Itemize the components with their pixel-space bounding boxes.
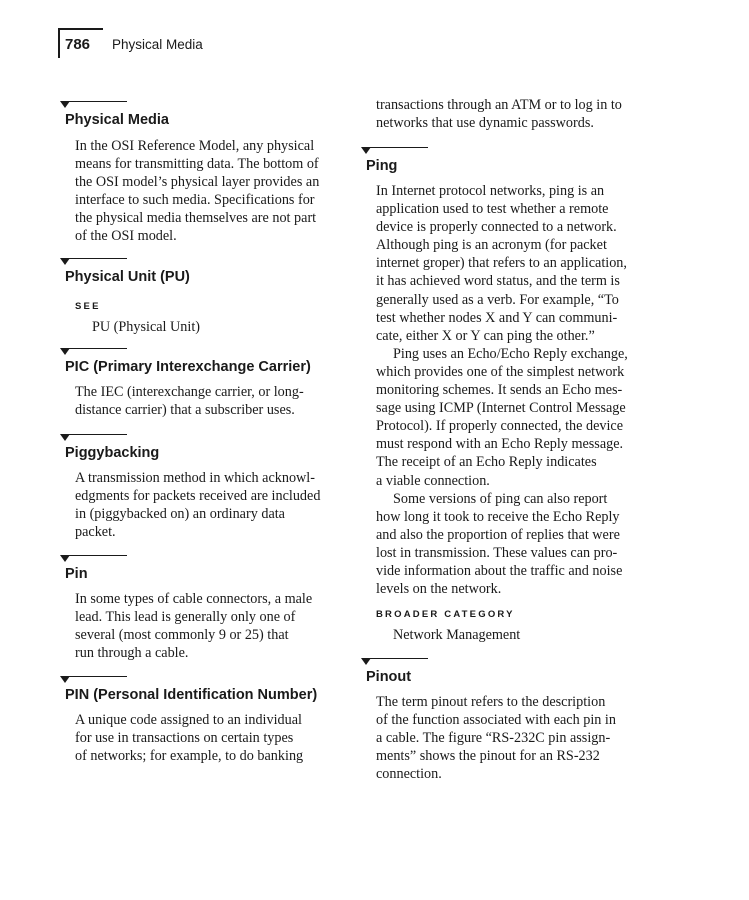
entry-term: Piggybacking — [65, 445, 160, 461]
entry-definition — [75, 711, 343, 765]
definition-line: run through a cable. — [75, 645, 189, 662]
entry-marker — [60, 554, 128, 564]
definition-line: vide information about the traffic and noise — [376, 562, 623, 579]
broader-category-label: BROADER CATEGORY — [376, 609, 515, 621]
definition-line: must respond with an Echo Reply message. — [376, 436, 624, 453]
entry-definition — [376, 182, 644, 644]
definition-line: levels on the network. — [376, 581, 502, 598]
entry-term: PIC (Primary Interexchange Carrier) — [65, 359, 311, 375]
entry-term: Ping — [366, 158, 398, 174]
entry-marker — [60, 347, 128, 357]
definition-line: the OSI model’s physical layer provides an — [75, 174, 320, 191]
definition-line: The receipt of an Echo Reply indicates — [376, 454, 597, 471]
definition-line: A unique code assigned to an individual — [75, 712, 302, 728]
entry-term: Physical Media — [65, 112, 169, 128]
definition-line: in (piggybacked on) an ordinary data — [75, 506, 285, 523]
definition-line: test whether nodes X and Y can communi- — [376, 309, 618, 326]
definition-line: how long it took to receive the Echo Reply — [376, 508, 620, 525]
definition-line: lost in transmission. These values can pro- — [376, 544, 618, 561]
entry-term: PIN (Personal Identification Number) — [65, 687, 318, 703]
definition-line: Protocol). If properly connected, the device — [376, 418, 623, 435]
definition-line: distance carrier) that a subscriber uses. — [75, 402, 295, 419]
definition-line: edgments for packets received are included — [75, 488, 321, 505]
entry-definition — [376, 693, 644, 783]
entry-definition — [75, 590, 343, 662]
triangle-marker-icon — [60, 434, 70, 441]
definition-line: The term pinout refers to the description — [376, 694, 606, 710]
definition-line: transactions through an ATM or to log in to — [376, 97, 622, 113]
definition-line: of the OSI model. — [75, 228, 177, 245]
definition-line: interface to such media. Specifications for — [75, 192, 315, 209]
definition-line: In the OSI Reference Model, any physical — [75, 138, 315, 154]
definition-line: which provides one of the simplest network — [376, 363, 625, 380]
entry-marker — [361, 146, 429, 156]
definition-line: of the function associated with each pin in — [376, 712, 616, 729]
entry-marker — [60, 433, 128, 443]
definition-line: In some types of cable connectors, a male — [75, 591, 313, 607]
entry-term: Pinout — [366, 669, 412, 685]
broader-category-value: Network Management — [393, 627, 521, 644]
definition-line: device is properly connected to a network. — [376, 219, 617, 236]
triangle-marker-icon — [60, 258, 70, 265]
header-rule-vertical — [58, 28, 60, 58]
definition-line: ments” shows the pinout for an RS-232 — [376, 748, 600, 765]
definition-line: lead. This lead is generally only one of — [75, 609, 296, 626]
definition-line: application used to test whether a remote — [376, 201, 609, 218]
definition-line: A transmission method in which acknowl- — [75, 470, 315, 486]
triangle-marker-icon — [361, 147, 371, 154]
page-number: 786 — [65, 36, 91, 53]
definition-line: internet groper) that refers to an application, — [376, 255, 627, 272]
entry-marker — [361, 657, 429, 667]
entry-marker — [60, 100, 128, 110]
header-rule-horizontal — [58, 28, 103, 30]
definition-line: connection. — [376, 766, 442, 783]
definition-line: Although ping is an acronym (for packet — [376, 237, 607, 254]
definition-line: and also the proportion of replies that were — [376, 526, 620, 543]
see-reference: PU (Physical Unit) — [92, 319, 200, 336]
triangle-marker-icon — [60, 101, 70, 108]
definition-line: a viable connection. — [376, 472, 490, 489]
definition-line: packet. — [75, 524, 116, 541]
definition-line: cate, either X or Y can ping the other.” — [376, 327, 595, 344]
entry-definition — [75, 383, 343, 419]
definition-line: Some versions of ping can also report — [393, 490, 608, 507]
definition-line: generally used as a verb. For example, “To — [376, 291, 619, 308]
definition-line: of networks; for example, to do banking — [75, 748, 304, 765]
definition-line: several (most commonly 9 or 25) that — [75, 627, 289, 644]
definition-line: for use in transactions on certain types — [75, 730, 294, 747]
triangle-marker-icon — [60, 555, 70, 562]
definition-line: means for transmitting data. The bottom of — [75, 156, 319, 173]
see-label: SEE — [75, 301, 101, 312]
definition-line: it has achieved word status, and the term is — [376, 273, 620, 290]
entry-term: Physical Unit (PU) — [65, 269, 190, 285]
entry-term: Pin — [65, 566, 88, 582]
entry-definition — [75, 137, 343, 246]
definition-line: networks that use dynamic passwords. — [376, 115, 594, 132]
entry-definition — [75, 469, 343, 541]
entry-cross-reference — [75, 298, 343, 336]
entry-marker — [60, 675, 128, 685]
definition-line: In Internet protocol networks, ping is an — [376, 183, 605, 199]
definition-line: sage using ICMP (Internet Control Message — [376, 400, 626, 417]
definition-line: a cable. The figure “RS-232C pin assign- — [376, 730, 611, 747]
running-title: Physical Media — [112, 37, 203, 52]
definition-line: The IEC (interexchange carrier, or long- — [75, 384, 304, 400]
triangle-marker-icon — [60, 348, 70, 355]
triangle-marker-icon — [60, 676, 70, 683]
definition-line: Ping uses an Echo/Echo Reply exchange, — [393, 345, 628, 362]
entry-marker — [60, 257, 128, 267]
continued-text — [376, 96, 644, 132]
definition-line: the physical media themselves are not part — [75, 210, 317, 227]
triangle-marker-icon — [361, 658, 371, 665]
definition-line: monitoring schemes. It sends an Echo mes- — [376, 382, 623, 399]
